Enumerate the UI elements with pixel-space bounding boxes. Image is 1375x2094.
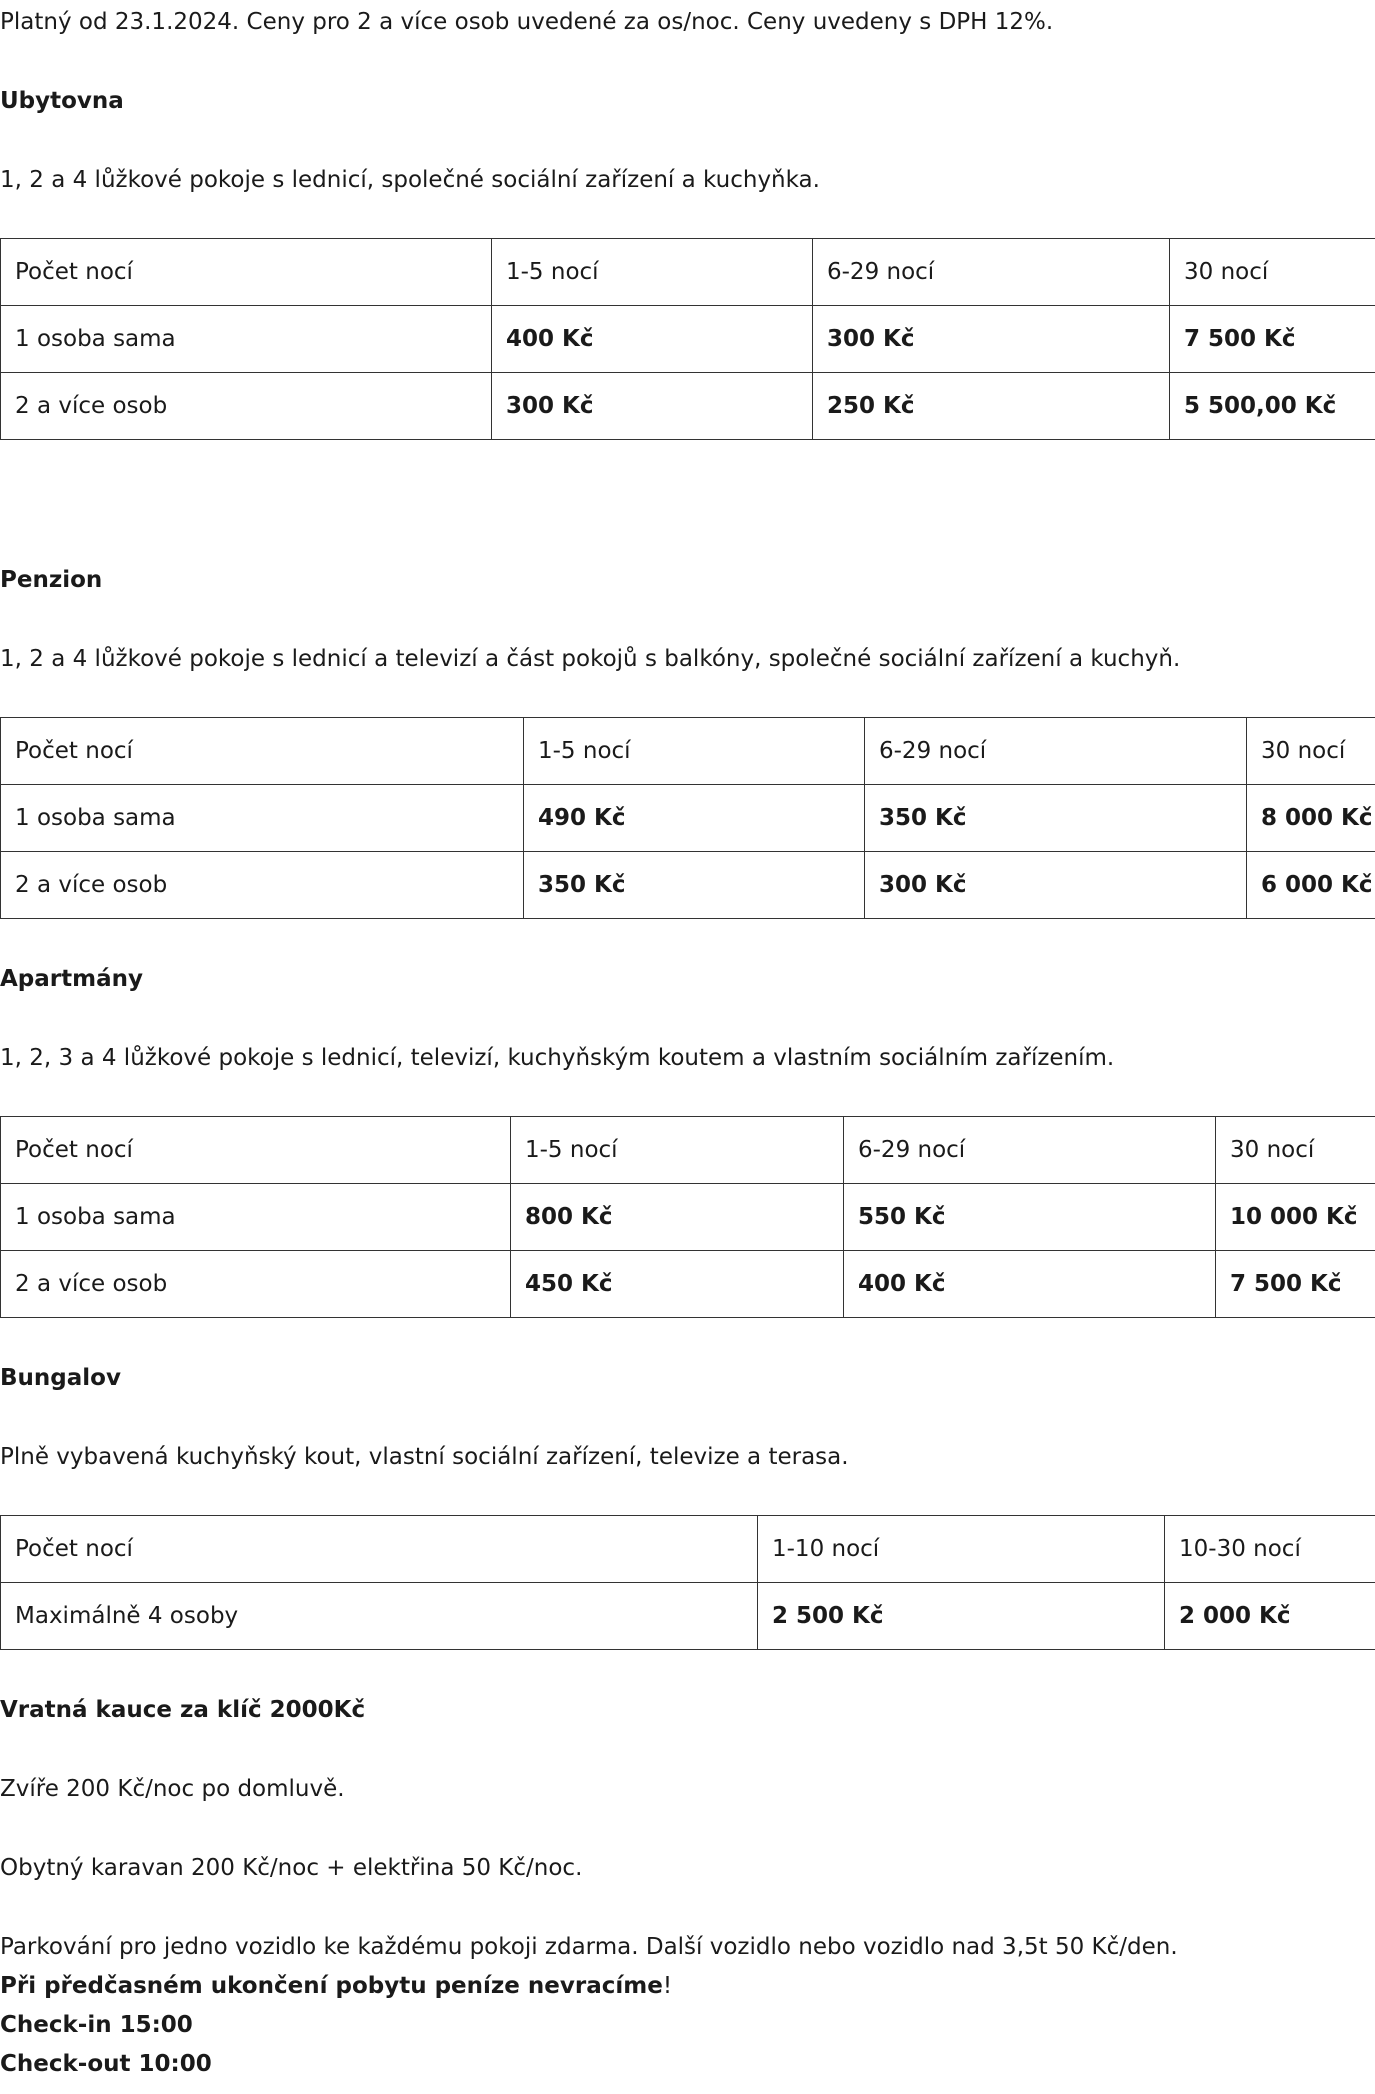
table-header-row <box>1 718 1375 785</box>
table-header-row <box>1 1117 1375 1184</box>
table-row <box>1 1184 1375 1251</box>
no-refund-bold-text: Při předčasném ukončení pobytu peníze nevracíme <box>0 1973 663 1999</box>
table-header-cell: Počet nocí <box>1 718 524 785</box>
row-label: 1 osoba sama <box>1 785 524 852</box>
section-description-bungalov: Plně vybavená kuchyňský kout, vlastní sociální zařízení, televize a terasa. <box>0 1444 849 1470</box>
table-header-cell: 30 nocí <box>1247 718 1375 785</box>
price-cell: 250 Kč <box>813 373 1170 440</box>
table-header-cell: 1-5 nocí <box>511 1117 844 1184</box>
price-cell: 350 Kč <box>865 785 1247 852</box>
price-cell: 300 Kč <box>865 852 1247 919</box>
price-cell: 400 Kč <box>844 1251 1216 1318</box>
price-cell: 350 Kč <box>524 852 865 919</box>
table-header-row <box>1 239 1375 306</box>
table-row <box>1 1251 1375 1318</box>
price-cell: 300 Kč <box>813 306 1170 373</box>
price-cell: 800 Kč <box>511 1184 844 1251</box>
section-description-penzion: 1, 2 a 4 lůžkové pokoje s lednicí a televizí a část pokojů s balkóny, společné sociální zařízení a kuchyň. <box>0 646 1181 672</box>
price-cell: 490 Kč <box>524 785 865 852</box>
section-description-apartmany: 1, 2, 3 a 4 lůžkové pokoje s lednicí, televizí, kuchyňským koutem a vlastním sociálním zařízením. <box>0 1045 1115 1071</box>
table-header-cell: 30 nocí <box>1170 239 1375 306</box>
row-label: 2 a více osob <box>1 1251 511 1318</box>
price-cell: 400 Kč <box>492 306 813 373</box>
price-table-ubytovna <box>0 238 1375 440</box>
no-refund-exclamation: ! <box>662 1973 673 1999</box>
table-row <box>1 373 1375 440</box>
table-header-cell: 6-29 nocí <box>844 1117 1216 1184</box>
price-table-penzion <box>0 717 1375 919</box>
section-title-bungalov: Bungalov <box>0 1365 121 1391</box>
price-table-bungalov <box>0 1515 1375 1650</box>
table-header-cell: Počet nocí <box>1 1117 511 1184</box>
table-row <box>1 306 1375 373</box>
table-row <box>1 1583 1375 1650</box>
table-header-cell: Počet nocí <box>1 239 492 306</box>
table-header-cell: Počet nocí <box>1 1516 758 1583</box>
section-title-apartmany: Apartmány <box>0 966 143 992</box>
section-title-penzion: Penzion <box>0 567 103 593</box>
table-header-row <box>1 1516 1375 1583</box>
table-header-cell: 6-29 nocí <box>813 239 1170 306</box>
row-label: 2 a více osob <box>1 852 524 919</box>
price-cell: 8 000 Kč <box>1247 785 1375 852</box>
table-row <box>1 852 1375 919</box>
price-table-apartmany <box>0 1116 1375 1318</box>
row-label: Maximálně 4 osoby <box>1 1583 758 1650</box>
price-cell: 7 500 Kč <box>1170 306 1375 373</box>
table-header-cell: 1-5 nocí <box>524 718 865 785</box>
row-label: 1 osoba sama <box>1 1184 511 1251</box>
table-row <box>1 785 1375 852</box>
row-label: 1 osoba sama <box>1 306 492 373</box>
section-description-ubytovna: 1, 2 a 4 lůžkové pokoje s lednicí, společné sociální zařízení a kuchyňka. <box>0 167 820 193</box>
price-cell: 300 Kč <box>492 373 813 440</box>
table-header-cell: 1-10 nocí <box>758 1516 1165 1583</box>
caravan-note: Obytný karavan 200 Kč/noc + elektřina 50 Kč/noc. <box>0 1855 583 1881</box>
parking-note: Parkování pro jedno vozidlo ke každému pokoji zdarma. Další vozidlo nebo vozidlo nad 3,5t 50 Kč/den. <box>0 1934 1178 1960</box>
price-cell: 450 Kč <box>511 1251 844 1318</box>
table-header-cell: 30 nocí <box>1216 1117 1375 1184</box>
price-cell: 6 000 Kč <box>1247 852 1375 919</box>
price-cell: 2 500 Kč <box>758 1583 1165 1650</box>
price-cell: 10 000 Kč <box>1216 1184 1375 1251</box>
checkout-time: Check-out 10:00 <box>0 2051 212 2077</box>
no-refund-note <box>0 1971 672 2001</box>
section-title-ubytovna: Ubytovna <box>0 88 124 114</box>
table-header-cell: 1-5 nocí <box>492 239 813 306</box>
table-header-cell: 10-30 nocí <box>1165 1516 1375 1583</box>
key-deposit-note: Vratná kauce za klíč 2000Kč <box>0 1697 366 1723</box>
row-label: 2 a více osob <box>1 373 492 440</box>
checkin-time: Check-in 15:00 <box>0 2012 193 2038</box>
price-cell: 2 000 Kč <box>1165 1583 1375 1650</box>
price-cell: 5 500,00 Kč <box>1170 373 1375 440</box>
price-cell: 550 Kč <box>844 1184 1216 1251</box>
table-header-cell: 6-29 nocí <box>865 718 1247 785</box>
pets-note: Zvíře 200 Kč/noc po domluvě. <box>0 1776 345 1802</box>
validity-note: Platný od 23.1.2024. Ceny pro 2 a více osob uvedené za os/noc. Ceny uvedeny s DPH 12%. <box>0 9 1054 35</box>
price-cell: 7 500 Kč <box>1216 1251 1375 1318</box>
